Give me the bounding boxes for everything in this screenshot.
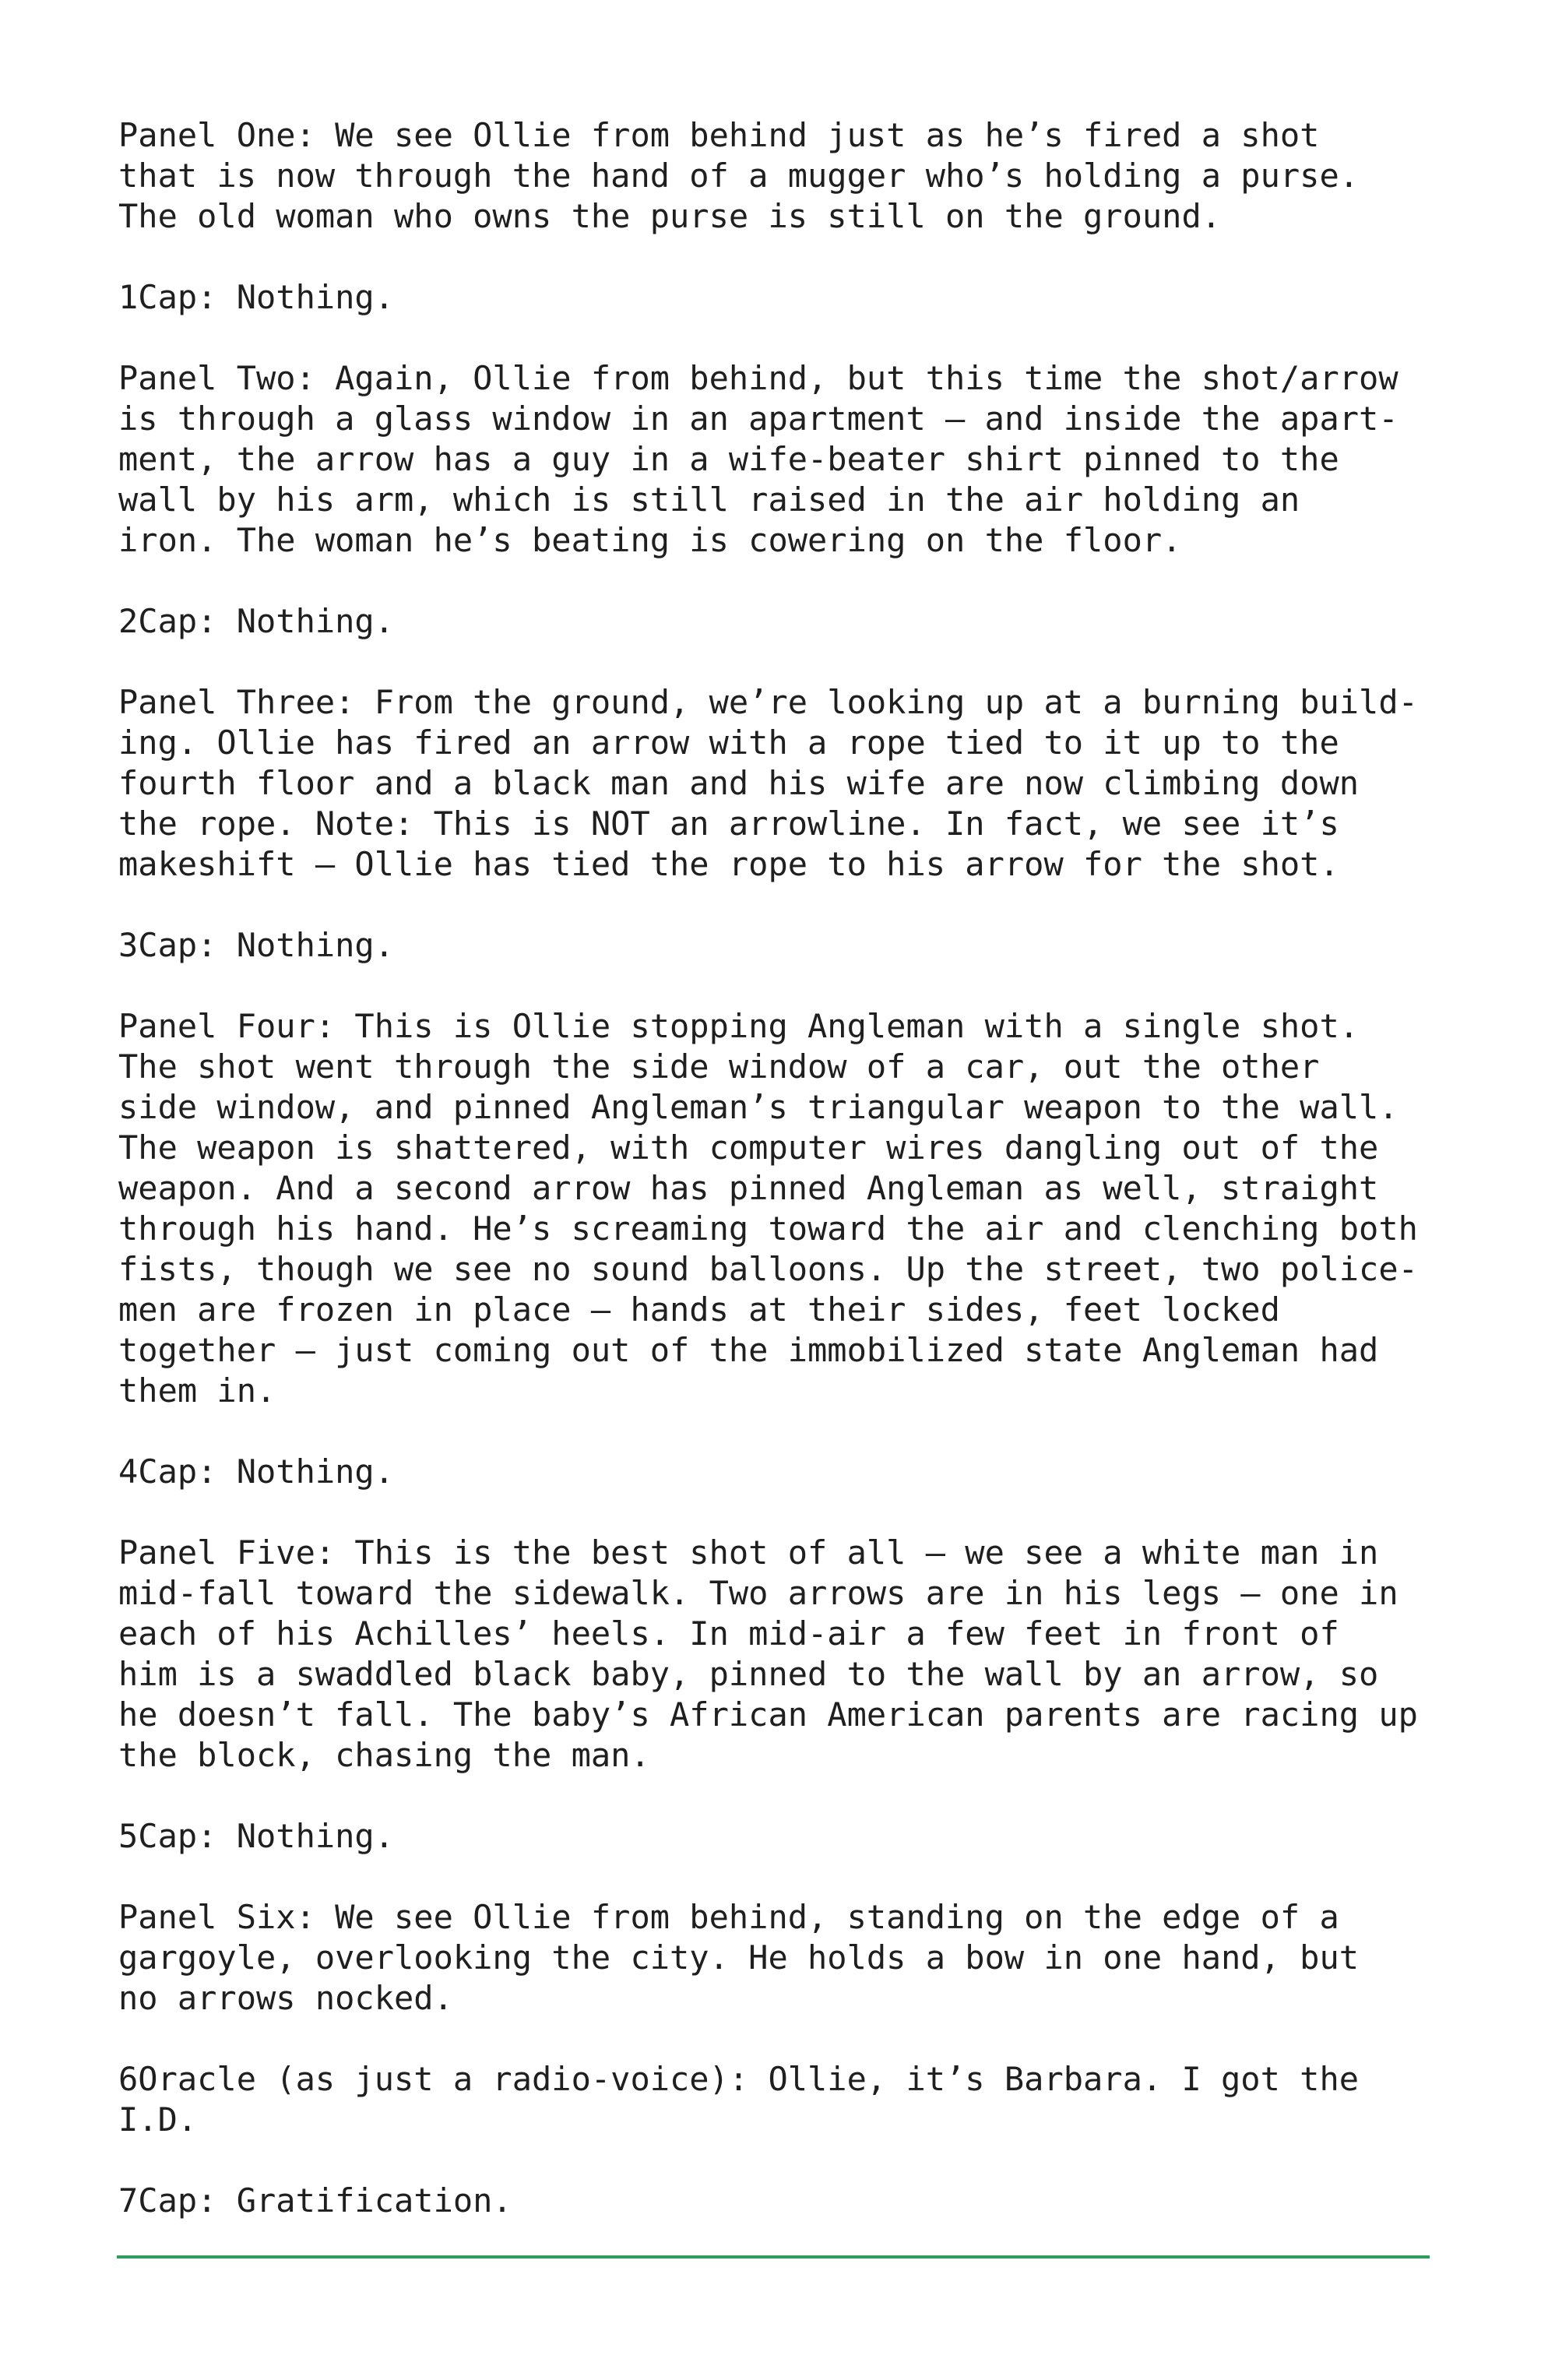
caption-5: 5Cap: Nothing. <box>118 1817 395 1855</box>
panel-one-description: Panel One: We see Ollie from behind just as he’s fired a shot that is now through the hand of a mugger who’s holding a purse. The old woman who owns the purse is still on the ground. <box>118 116 1360 235</box>
caption-4: 4Cap: Nothing. <box>118 1452 395 1491</box>
footer-divider <box>117 2255 1430 2259</box>
panel-two-description: Panel Two: Again, Ollie from behind, but this time the shot/arrow is through a glass window in an apartment — and inside the apart- ment, the arrow has a guy in a wife-beater shirt pinned to the wall by his arm, which is still raised in the air holding an iron. The woman he’s beating is cowering on the floor. <box>118 359 1398 559</box>
caption-7: 7Cap: Gratification. <box>118 2181 512 2220</box>
script-body <box>118 115 1458 2262</box>
panel-five-description: Panel Five: This is the best shot of all — we see a white man in mid-fall toward the sidewalk. Two arrows are in his legs — one in each of his Achilles’ heels. In mid-air a few feet in front of him is a swaddled black baby, pinned to the wall by an arrow, so he doesn’t fall. The baby’s African American parents are racing up the block, chasing the man. <box>118 1533 1418 1774</box>
caption-1: 1Cap: Nothing. <box>118 278 395 316</box>
caption-3: 3Cap: Nothing. <box>118 926 395 964</box>
panel-six-description: Panel Six: We see Ollie from behind, standing on the edge of a gargoyle, overlooking the city. He holds a bow in one hand, but no arrows nocked. <box>118 1898 1360 2017</box>
oracle-dialogue: 6Oracle (as just a radio-voice): Ollie, it’s Barbara. I got the I.D. <box>118 2060 1360 2139</box>
caption-2: 2Cap: Nothing. <box>118 602 395 640</box>
panel-four-description: Panel Four: This is Ollie stopping Angleman with a single shot. The shot went through the side window of a car, out the other side window, and pinned Angleman’s triangular weapon to the wall. The weapon is shattered, with computer wires dangling out of the weapon. And a second arrow has pinned Angleman as well, straight through his hand. He’s screaming toward the air and clenching both fists, though we see no sound balloons. Up the street, two police- men are frozen in place — hands at their sides, feet locked together — just coming out of the immobilized state Angleman had them in. <box>118 1007 1418 1410</box>
panel-three-description: Panel Three: From the ground, we’re looking up at a burning build- ing. Ollie has fired an arrow with a rope tied to it up to the fourth floor and a black man and his wife are now climbing down the rope. Note: This is NOT an arrowline. In fact, we see it’s makeshift — Ollie has tied the rope to his arrow for the shot. <box>118 683 1418 883</box>
